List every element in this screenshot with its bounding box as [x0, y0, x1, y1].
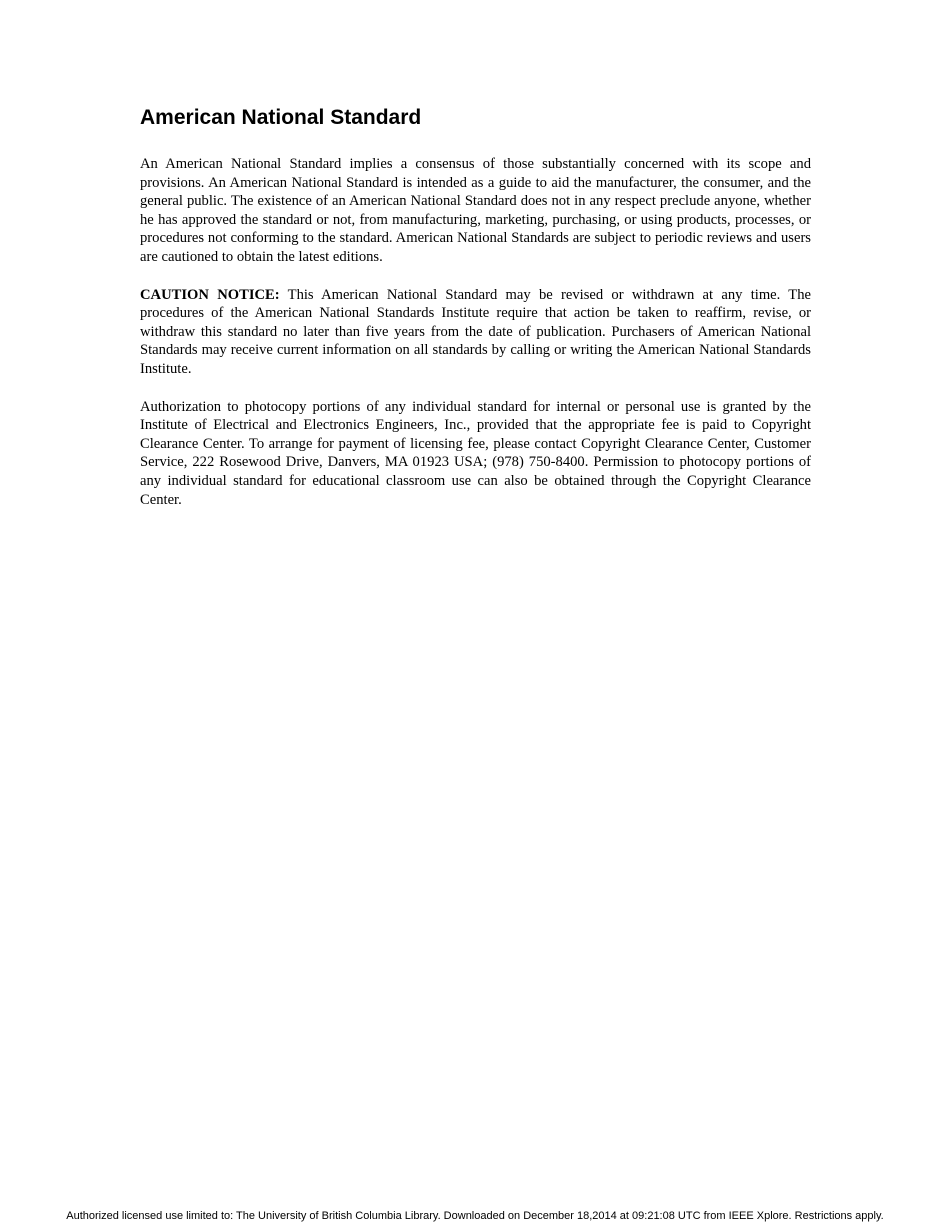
- intro-paragraph: An American National Standard implies a consensus of those substantially concerned with its scope and provisions. An American National Standard is intended as a guide to aid the manufacturer, the consumer, and the general public. The existence of an American National Standard does not in any respect preclude anyone, whether he has approved the standard or not, from manufacturing, marketing, purchasing, or using products, processes, or procedures not conforming to the standard. American National Standards are subject to periodic reviews and users are cautioned to obtain the latest editions.: [140, 156, 811, 265]
- page-title: American National Standard: [140, 106, 422, 129]
- caution-paragraph: [140, 286, 811, 379]
- license-footer: Authorized licensed use limited to: The University of British Columbia Library. Downloaded on December 18,2014 at 09:21:08 UTC from IEEE Xplore. Restrictions apply.: [66, 1210, 884, 1222]
- authorization-paragraph: Authorization to photocopy portions of any individual standard for internal or personal use is granted by the Institute of Electrical and Electronics Engineers, Inc., provided that the appropriate fee is paid to Copyright Clearance Center. To arrange for payment of licensing fee, please contact Copyright Clearance Center, Customer Service, 222 Rosewood Drive, Danvers, MA 01923 USA; (978) 750-8400. Permission to photocopy portions of any individual standard for educational classroom use can also be obtained through the Copyright Clearance Center.: [140, 398, 811, 508]
- caution-label: CAUTION NOTICE:: [140, 286, 280, 303]
- page-content: [140, 104, 811, 528]
- caution-text: This American National Standard may be revised or withdrawn at any time. The procedures of the American National Standards Institute require that action be taken to reaffirm, revise, or withdraw this standard no later than five years from the date of publication. Purchasers of American National Standards may receive current information on all standards by calling or writing the American National Standards Institute.: [140, 286, 811, 377]
